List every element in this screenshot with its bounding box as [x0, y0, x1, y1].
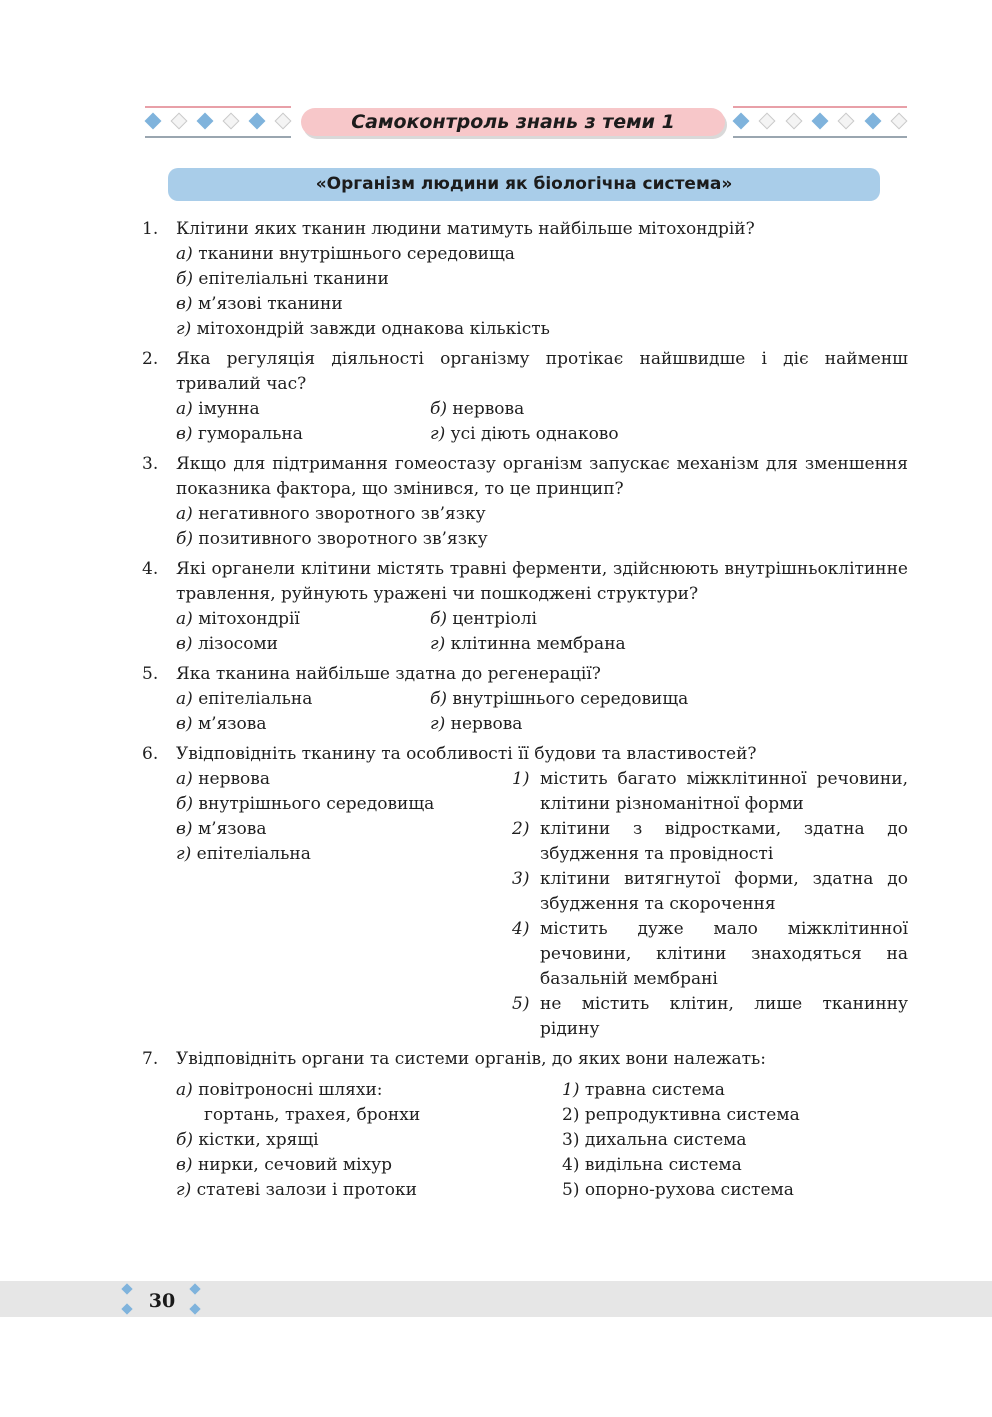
answer-option: г) нервова	[430, 714, 523, 734]
match-left-item: в) нирки, сечовий міхур	[176, 1155, 393, 1175]
questions-list	[142, 217, 908, 1208]
match-right-item: 5) опорно-рухова система	[562, 1180, 794, 1200]
answer-option: в) лізосоми	[176, 634, 278, 654]
match-right-item: 3) клітини витягнутої форми, здатна до збудження та скорочення	[512, 869, 908, 914]
diamond-icon	[838, 113, 855, 130]
answer-option: б) нервова	[430, 399, 525, 419]
section-title: Самоконтроль знань з теми 1	[301, 108, 725, 136]
answer-option: г) мітохондрій завжди однакова кількість	[176, 319, 550, 339]
page-number: 30	[148, 1290, 176, 1312]
header-decoration-left	[145, 106, 291, 142]
answer-option: в) м’язові тканини	[176, 294, 343, 314]
diamond-icon	[197, 113, 214, 130]
match-right-item: 1) травна система	[562, 1080, 725, 1100]
question-4	[142, 557, 908, 657]
diamond-icon	[785, 113, 802, 130]
question-text: Які органели клітини містять травні ферменти, здійснюють внутрішньоклітинне травлення, руйнують уражені чи пошкоджені структури?	[176, 559, 908, 604]
answer-option: г) клітинна мембрана	[430, 634, 626, 654]
match-right-item: 5) не містить клітин, лише тканинну рідину	[512, 994, 908, 1039]
answer-option: а) мітохондрії	[176, 609, 300, 629]
match-left-item: в) м’язова	[176, 819, 267, 839]
answer-option: в) гуморальна	[176, 424, 303, 444]
question-number: 5.	[142, 664, 159, 684]
question-number: 7.	[142, 1049, 159, 1069]
question-number: 1.	[142, 219, 159, 239]
header-decoration-right	[733, 106, 907, 142]
diamond-icon	[223, 113, 240, 130]
answer-option: б) позитивного зворотного зв’язку	[176, 529, 488, 549]
match-left-item: г) статеві залози і протоки	[176, 1180, 417, 1200]
answer-option: б) епітеліальні тканини	[176, 269, 389, 289]
match-left-item-continued: гортань, трахея, бронхи	[204, 1105, 421, 1125]
match-right-item: 4) видільна система	[562, 1155, 742, 1175]
diamond-icon	[275, 113, 292, 130]
question-2	[142, 347, 908, 447]
match-right-item: 4) містить дуже мало міжклітинної речовини, клітини знаходяться на базальній мембрані	[512, 919, 908, 989]
match-left-column	[176, 1078, 562, 1203]
question-7	[142, 1047, 908, 1203]
match-left-item: а) повітроносні шляхи:	[176, 1080, 383, 1100]
match-right-item: 1) містить багато міжклітинної речовини, клітини різноманітної форми	[512, 769, 908, 814]
question-number: 3.	[142, 454, 159, 474]
match-left-item: г) епітеліальна	[176, 844, 311, 864]
answer-option: а) негативного зворотного зв’язку	[176, 504, 486, 524]
diamond-icon	[145, 113, 162, 130]
answer-option: а) імунна	[176, 399, 260, 419]
diamond-icon	[759, 113, 776, 130]
diamond-icon	[171, 113, 188, 130]
question-text: Увідповідніть органи та системи органів, до яких вони належать:	[176, 1049, 767, 1069]
match-left-column	[176, 767, 512, 1042]
question-text: Якщо для підтримання гомеостазу організм запускає механізм для зменшення показника фактора, що змінився, то це принцип?	[176, 454, 908, 499]
answer-option: б) внутрішнього середовища	[430, 689, 689, 709]
question-number: 4.	[142, 559, 159, 579]
question-number: 6.	[142, 744, 159, 764]
topic-subtitle: «Організм людини як біологічна система»	[168, 168, 880, 201]
answer-option: а) тканини внутрішнього середовища	[176, 244, 515, 264]
question-text: Яка регуляція діяльності організму протікає найшвидше і діє найменш тривалий час?	[176, 349, 908, 394]
question-5	[142, 662, 908, 737]
match-right-item: 2) клітини з відростками, здатна до збудження та провідності	[512, 819, 908, 864]
diamond-icon	[733, 113, 750, 130]
answer-option: б) центріолі	[430, 609, 537, 629]
match-right-item: 2) репродуктивна система	[562, 1105, 800, 1125]
question-text: Клітини яких тканин людини матимуть найбільше мітохондрій?	[176, 219, 755, 239]
match-left-item: а) нервова	[176, 769, 270, 789]
answer-option: а) епітеліальна	[176, 689, 313, 709]
match-right-item: 3) дихальна система	[562, 1130, 747, 1150]
question-3	[142, 452, 908, 552]
match-left-item: б) внутрішнього середовища	[176, 794, 435, 814]
question-number: 2.	[142, 349, 159, 369]
question-text: Яка тканина найбільше здатна до регенерації?	[176, 664, 601, 684]
question-1	[142, 217, 908, 342]
question-6	[142, 742, 908, 1042]
diamond-icon	[864, 113, 881, 130]
diamond-icon	[811, 113, 828, 130]
match-left-item: б) кістки, хрящі	[176, 1130, 319, 1150]
diamond-icon	[249, 113, 266, 130]
match-right-column	[512, 767, 908, 1042]
answer-option: в) м’язова	[176, 714, 267, 734]
question-text: Увідповідніть тканину та особливості її будови та властивостей?	[176, 744, 757, 764]
answer-option: г) усі діють однаково	[430, 424, 619, 444]
section-header	[0, 100, 992, 150]
match-right-column	[562, 1078, 908, 1203]
diamond-icon	[890, 113, 907, 130]
